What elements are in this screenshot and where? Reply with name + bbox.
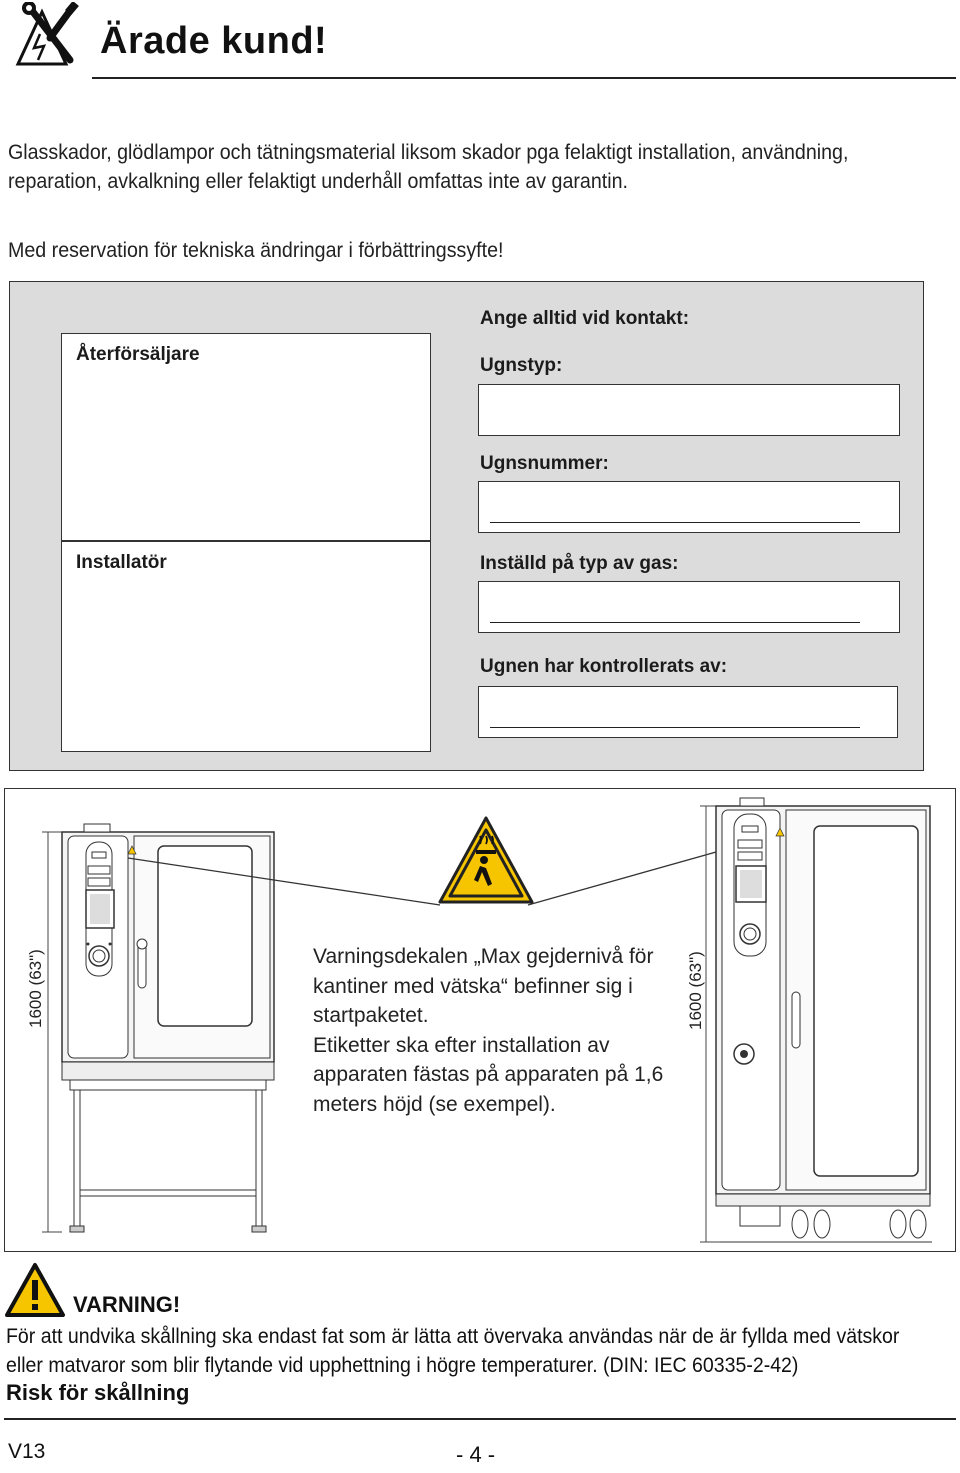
gas-type-field[interactable] (478, 581, 900, 633)
header-divider (92, 77, 956, 79)
page-title: Ärade kund! (100, 20, 328, 62)
decal-description-line: startpaketet. (313, 1004, 429, 1027)
oven-on-stand-illustration (40, 820, 290, 1240)
oven-number-field[interactable] (478, 481, 900, 533)
page-number: - 4 - (456, 1442, 496, 1467)
oven-type-label: Ugnstyp: (480, 355, 563, 376)
decal-description-line: kantiner med vätska“ befinner sig i (313, 974, 633, 998)
checked-by-field[interactable] (478, 686, 898, 738)
oven-number-underline (490, 522, 860, 523)
decal-description-line: apparaten fästas på apparaten på 1,6 (313, 1063, 664, 1086)
warning-text (6, 1322, 956, 1380)
warning-title: VARNING! (73, 1292, 181, 1317)
footer-divider (4, 1418, 956, 1420)
oven-type-field[interactable] (478, 384, 900, 436)
gas-type-label: Inställd på typ av gas: (480, 553, 679, 574)
hot-liquid-warning-sign-icon (436, 814, 536, 906)
contact-heading: Ange alltid vid kontakt: (480, 308, 690, 329)
warning-text-line: eller matvaror som blir flytande vid upphettning i högre temperaturer. (DIN: IEC 60335-2-42) (6, 1354, 799, 1377)
warning-triangle-icon (4, 1262, 66, 1318)
box-divider (61, 540, 431, 542)
decal-description-line: Varningsdekalen „Max gejdernivå för (313, 945, 654, 968)
decal-description (313, 942, 673, 1119)
installer-label: Installatör (76, 552, 167, 573)
reseller-installer-box[interactable] (61, 333, 431, 752)
left-height-label: 1600 (63") (26, 949, 45, 1028)
floor-oven-illustration (700, 796, 940, 1246)
decal-description-line: Etiketter ska efter installation av (313, 1033, 610, 1057)
reseller-label: Återförsäljare (76, 344, 200, 365)
tools-warning-icon (10, 2, 82, 72)
right-height-label: 1600 (63") (686, 951, 705, 1030)
intro-reservation: Med reservation för tekniska ändringar i förbättringssyfte! (8, 239, 504, 262)
version-label: V13 (8, 1440, 46, 1463)
gas-type-underline (490, 622, 860, 623)
intro-line-1: Glasskador, glödlampor och tätningsmaterial liksom skador pga felaktigt installation, användning, (8, 141, 849, 164)
oven-number-label: Ugnsnummer: (480, 453, 609, 474)
warning-text-line: För att undvika skållning ska endast fat som är lätta att övervaka användas när de är fyllda med vätskor (6, 1325, 900, 1348)
checked-by-label: Ugnen har kontrollerats av: (480, 656, 728, 677)
checked-by-underline (490, 727, 860, 728)
decal-description-line: meters höjd (se exempel). (313, 1092, 556, 1116)
scald-risk-label: Risk för skållning (6, 1380, 190, 1405)
intro-line-2: reparation, avkalkning eller felaktigt underhåll omfattas inte av garantin. (8, 170, 628, 193)
